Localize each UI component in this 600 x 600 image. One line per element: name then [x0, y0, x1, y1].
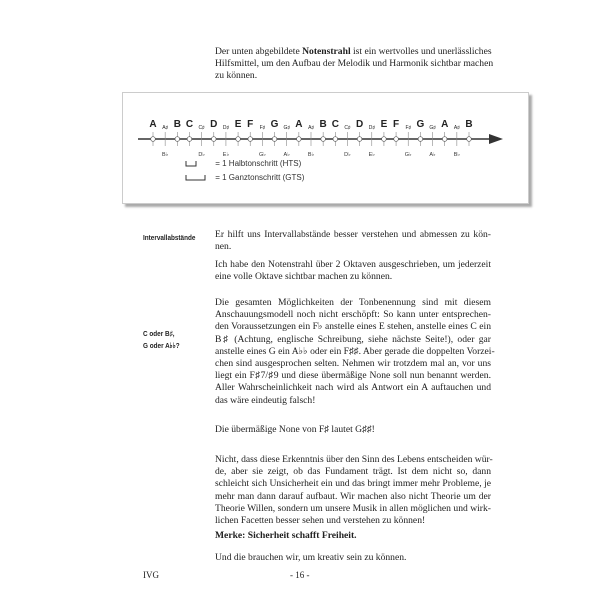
paragraph-line: den Voraussetzungen ein F♭ anstelle eines E stehen, anstelle eines C ein	[215, 321, 491, 333]
note-label: D♯	[368, 125, 375, 131]
footer-left: IVG	[143, 570, 159, 580]
note-label: F	[247, 119, 254, 130]
note-label: F	[393, 119, 400, 130]
flat-label: D♭	[344, 152, 351, 158]
note-label: E	[234, 119, 242, 130]
paragraph	[215, 297, 495, 407]
paragraph-line: chen sind ausgesprochen selten. Nehmen wir trotzdem mal an, vor uns	[215, 358, 491, 370]
paragraph-line: anstelle eines G ein A♭♭ oder ein F♯♯. Aber gerade die doppelten Vorzei-	[215, 345, 495, 357]
flat-label: G♭	[404, 152, 412, 158]
paragraph-line: Die gesamten Möglichkeiten der Tonbenennung sind mit diesem	[215, 297, 491, 308]
note-label: F♯	[259, 125, 266, 131]
note-marker	[382, 137, 387, 142]
note-label: E	[380, 119, 388, 130]
sidebar-note-1: C oder B♯,	[143, 329, 175, 338]
note-label: C	[185, 119, 194, 130]
legend-whole-step	[185, 173, 304, 182]
legend-half-step	[185, 159, 301, 168]
note-label: C♯	[344, 125, 351, 131]
whole-step-bracket-icon	[185, 174, 207, 182]
note-label: B	[319, 119, 327, 130]
note-label: B	[465, 119, 473, 130]
sidebar-intervals: Intervallabstände	[143, 233, 196, 242]
intro-line-3: zu können.	[215, 70, 258, 82]
sidebar-note-2: G oder A♭♭?	[143, 341, 180, 350]
half-step-bracket-icon	[185, 160, 199, 168]
paragraph-line: lichen Facetten besser sehen und verstehen zu können!	[215, 515, 426, 527]
paragraph-line: schleicht sich Unsicherheit ein und das bringt immer mehr Probleme, je	[215, 478, 491, 490]
note-label: A♯	[308, 125, 314, 131]
note-label: G♯	[283, 125, 290, 131]
note-marker	[321, 137, 326, 142]
legend-half-label: = 1 Halbtonschritt (HTS)	[215, 159, 302, 168]
flat-label: E♭	[368, 152, 375, 158]
note-marker	[151, 137, 156, 142]
paragraph-line: Ich habe den Notenstrahl über 2 Oktaven ausgeschrieben, um jederzeit	[215, 259, 491, 270]
flat-label: A♭	[429, 152, 436, 158]
note-label: D♯	[222, 125, 229, 131]
flat-label: B♭	[453, 152, 460, 158]
flat-label: E♭	[222, 152, 230, 158]
flat-label: B♭	[307, 152, 315, 158]
paragraph-line: das wäre eindeutig falsch!	[215, 394, 316, 406]
note-label: D	[210, 119, 218, 130]
note-marker	[394, 137, 399, 142]
intro-bold-word: Notenstrahl	[302, 46, 351, 57]
paragraph-line: mehr man dann darauf aufbaut. Wir machen also nicht Theorie um der	[215, 490, 491, 502]
paragraph-line: nen.	[215, 241, 232, 253]
note-marker	[297, 137, 302, 142]
note-label: A	[149, 119, 157, 130]
intro-line-1: Der unten abgebildete Notenstrahl ist ein wertvolles und unerlässliches	[215, 46, 492, 57]
note-label: G	[270, 119, 279, 130]
note-label: C	[331, 119, 339, 130]
paragraph	[215, 530, 491, 542]
flat-label: B♭	[162, 152, 169, 158]
note-marker	[357, 137, 362, 142]
note-label: B	[173, 119, 181, 130]
arrow-head-icon	[489, 134, 503, 144]
flat-label: G♭	[258, 152, 266, 158]
number-line	[123, 93, 528, 203]
note-marker	[175, 137, 180, 142]
note-label: G♯	[429, 125, 436, 131]
paragraph	[215, 552, 491, 564]
flat-label: D♭	[198, 152, 205, 158]
paragraph-line: Merke: Sicherheit schafft Freiheit.	[215, 530, 357, 541]
paragraph-line: liegt ein F♯7/♯9 und diese übermäßige None soll nun benannt werden.	[215, 370, 491, 382]
paragraph-line: Die übermäßige None von F♯ lautet G♯♯!	[215, 424, 375, 435]
note-label: A	[441, 119, 449, 130]
legend-whole-label: = 1 Ganztonschritt (GTS)	[215, 173, 305, 182]
note-label: A♯	[453, 125, 460, 131]
paragraph	[215, 259, 491, 283]
paragraph-line: Nicht, dass diese Erkenntnis über den Sinn des Lebens entscheiden wür-	[215, 454, 493, 465]
note-marker	[248, 137, 253, 142]
paragraph-line: eine volle Oktave sichtbar machen zu können.	[215, 271, 393, 283]
note-label: D	[355, 119, 364, 130]
paragraph	[215, 424, 491, 436]
note-marker	[236, 137, 241, 142]
note-label: C♯	[198, 125, 205, 131]
paragraph-line: de, aber sie zeigt, ob das Fundament trägt. Ist dem nicht so, dann	[215, 466, 491, 478]
note-marker	[187, 137, 192, 142]
paragraph-line: Theorie Willen, sondern um unsere Musik in allen möglichen und wirk-	[215, 502, 491, 514]
note-marker	[467, 137, 472, 142]
note-marker	[418, 137, 423, 142]
paragraph-line: Und die brauchen wir, um kreativ sein zu können.	[215, 552, 407, 563]
note-label: G	[416, 119, 425, 130]
intro-paragraph	[215, 46, 494, 83]
paragraph-line: B♯ (Achtung, englische Schreibung, siehe nächste Seite!), oder gar	[215, 333, 491, 345]
number-line-figure	[122, 92, 529, 204]
paragraph-line: Anschauungsmodell noch nicht erschöpft: So kann unter entsprechen-	[215, 309, 491, 321]
note-label: F♯	[405, 125, 412, 131]
paragraph	[215, 229, 491, 253]
note-marker	[442, 137, 447, 142]
paragraph-line: Aller Wahrscheinlichkeit nach wird als Antwort ein A auftauchen und	[215, 382, 491, 394]
flat-label: A♭	[283, 152, 290, 158]
note-marker	[333, 137, 338, 142]
paragraph	[215, 454, 491, 527]
note-marker	[211, 137, 216, 142]
note-marker	[272, 137, 277, 142]
paragraph-line: Er hilft uns Intervallabstände besser verstehen und abmessen zu kön-	[215, 229, 491, 240]
note-label: A♯	[162, 125, 169, 131]
intro-line-2: Hilfsmittel, um den Aufbau der Melodik und Harmonik sichtbar machen	[215, 58, 494, 70]
page-number: - 16 -	[290, 570, 310, 580]
note-label: A	[295, 119, 303, 130]
